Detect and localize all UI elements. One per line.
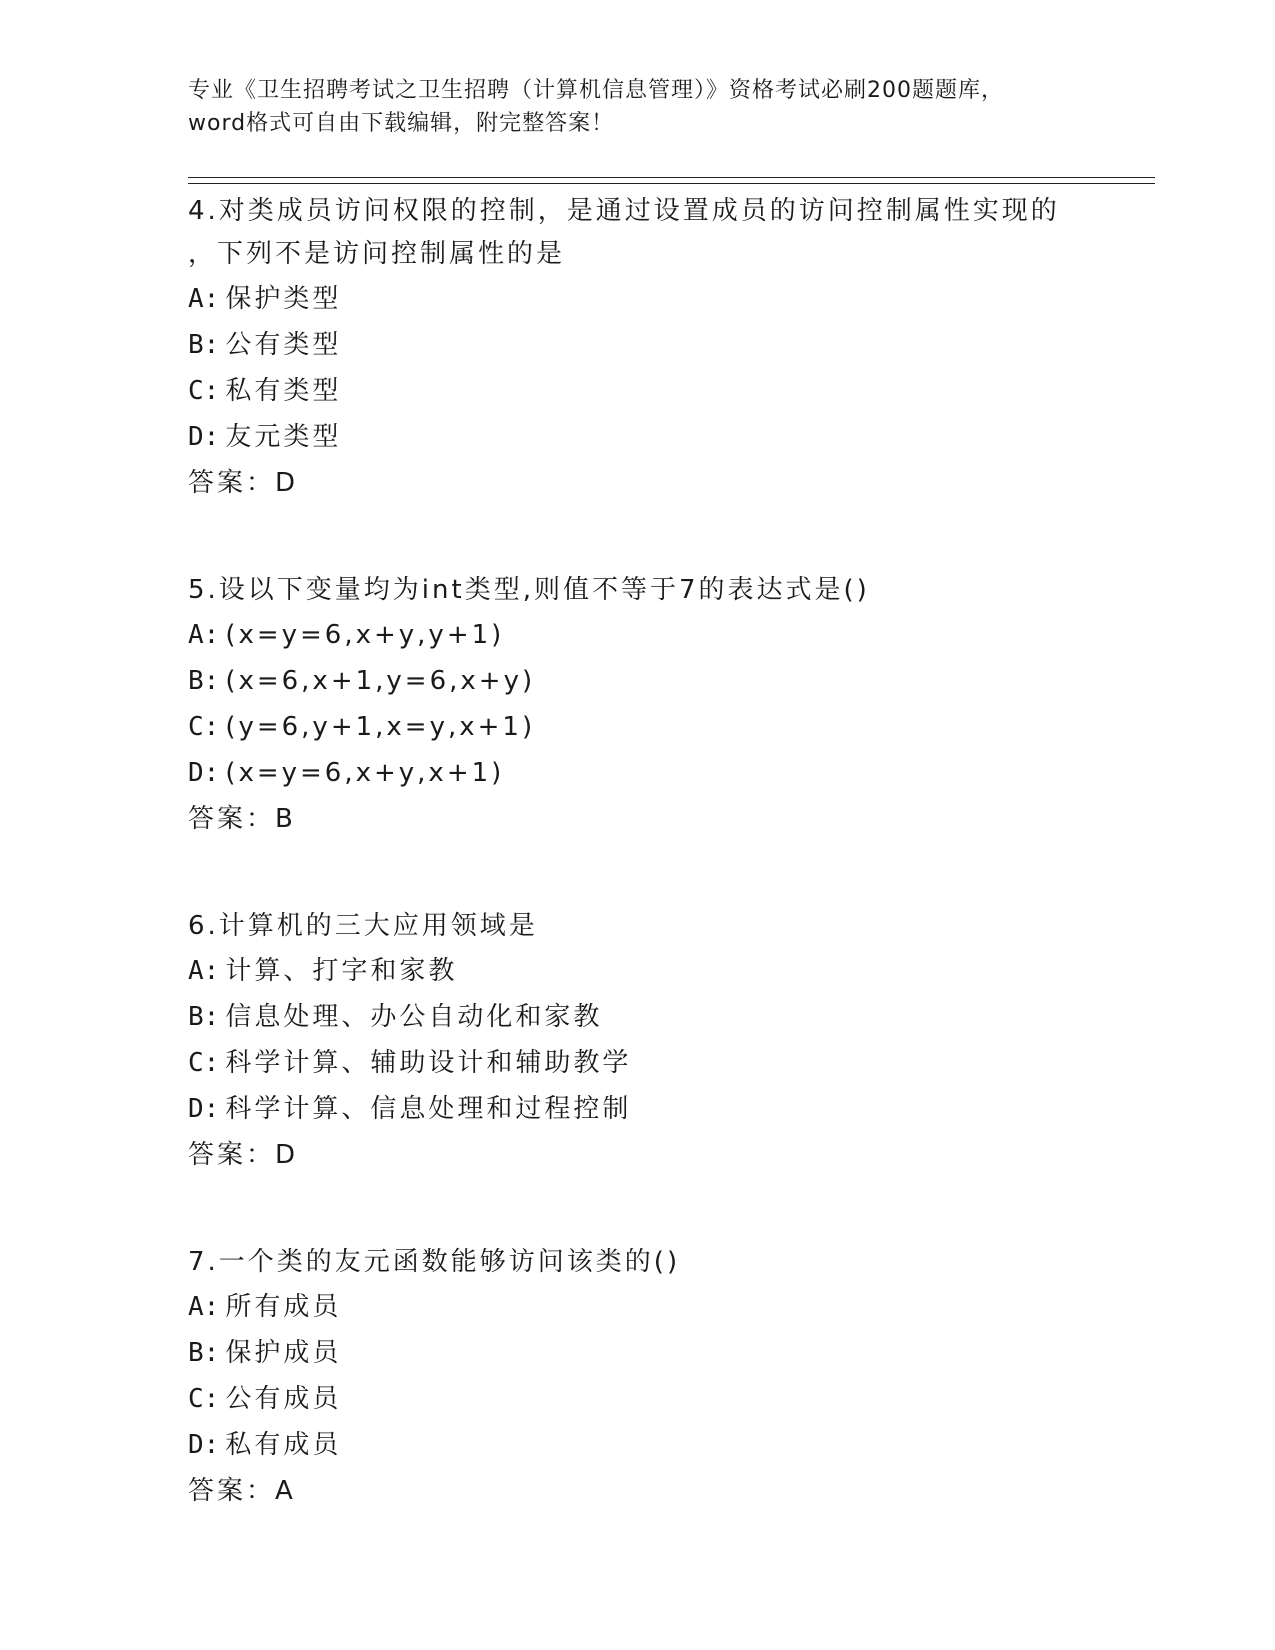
question-7 [188, 1241, 1128, 1514]
answer-line: 答案：D [188, 1140, 299, 1170]
document-header [188, 74, 1088, 140]
question-list [188, 190, 1128, 1514]
option-text: 私有成员 [225, 1430, 342, 1460]
option-text: (y=6,y+1,x=y,x+1) [225, 712, 536, 742]
option-a [188, 276, 1128, 322]
option-key: D: [188, 422, 220, 452]
question-stem: 4.对类成员访问权限的控制，是通过设置成员的访问控制属性实现的 [188, 196, 1060, 226]
question-stem: 7.一个类的友元函数能够访问该类的() [188, 1247, 681, 1277]
question-5 [188, 569, 1128, 842]
option-key: A: [188, 1292, 220, 1322]
option-text: 私有类型 [225, 376, 342, 406]
option-b [188, 1330, 1128, 1376]
option-a [188, 1284, 1128, 1330]
header-title-line-1: 专业《卫生招聘考试之卫生招聘（计算机信息管理）》资格考试必刷200题题库， [188, 78, 1004, 103]
answer-line: 答案：B [188, 804, 296, 834]
option-a [188, 948, 1128, 994]
option-c [188, 1376, 1128, 1422]
option-b [188, 994, 1128, 1040]
option-d [188, 414, 1128, 460]
question-spacer [188, 842, 1128, 905]
option-key: B: [188, 1002, 220, 1032]
option-b [188, 658, 1128, 704]
option-key: B: [188, 1338, 220, 1368]
option-text: 计算、打字和家教 [225, 956, 458, 986]
option-key: C: [188, 712, 220, 742]
option-text: 所有成员 [225, 1292, 342, 1322]
option-key: A: [188, 956, 220, 986]
option-key: C: [188, 1384, 220, 1414]
option-b [188, 322, 1128, 368]
option-key: B: [188, 330, 220, 360]
question-6 [188, 905, 1128, 1178]
option-c [188, 368, 1128, 414]
option-d [188, 750, 1128, 796]
question-4 [188, 190, 1128, 506]
option-text: 公有成员 [225, 1384, 342, 1414]
option-text: 保护成员 [225, 1338, 342, 1368]
option-text: 信息处理、办公自动化和家教 [225, 1002, 603, 1032]
question-stem: 5.设以下变量均为int类型,则值不等于7的表达式是() [188, 575, 870, 605]
option-text: (x=y=6,x+y,y+1) [225, 620, 505, 650]
option-c [188, 704, 1128, 750]
option-text: 科学计算、信息处理和过程控制 [225, 1094, 632, 1124]
option-key: D: [188, 1430, 220, 1460]
option-c [188, 1040, 1128, 1086]
option-text: (x=y=6,x+y,x+1) [225, 758, 505, 788]
option-key: A: [188, 620, 220, 650]
question-spacer [188, 1178, 1128, 1241]
option-text: (x=6,x+1,y=6,x+y) [225, 666, 536, 696]
option-a [188, 612, 1128, 658]
option-key: C: [188, 376, 220, 406]
option-text: 友元类型 [225, 422, 342, 452]
question-spacer [188, 506, 1128, 569]
header-title-line-2: word格式可自由下载编辑，附完整答案！ [188, 111, 615, 136]
question-stem-continued: ，下列不是访问控制属性的是 [188, 239, 566, 269]
option-d [188, 1086, 1128, 1132]
option-text: 公有类型 [225, 330, 342, 360]
option-key: A: [188, 284, 220, 314]
header-divider-top [188, 177, 1155, 178]
option-text: 保护类型 [225, 284, 342, 314]
answer-line: 答案：A [188, 1476, 296, 1506]
answer-line: 答案：D [188, 468, 299, 498]
option-key: D: [188, 1094, 220, 1124]
option-text: 科学计算、辅助设计和辅助教学 [225, 1048, 632, 1078]
option-d [188, 1422, 1128, 1468]
header-divider-bottom [188, 183, 1155, 184]
option-key: B: [188, 666, 220, 696]
option-key: C: [188, 1048, 220, 1078]
option-key: D: [188, 758, 220, 788]
question-stem: 6.计算机的三大应用领域是 [188, 911, 538, 941]
